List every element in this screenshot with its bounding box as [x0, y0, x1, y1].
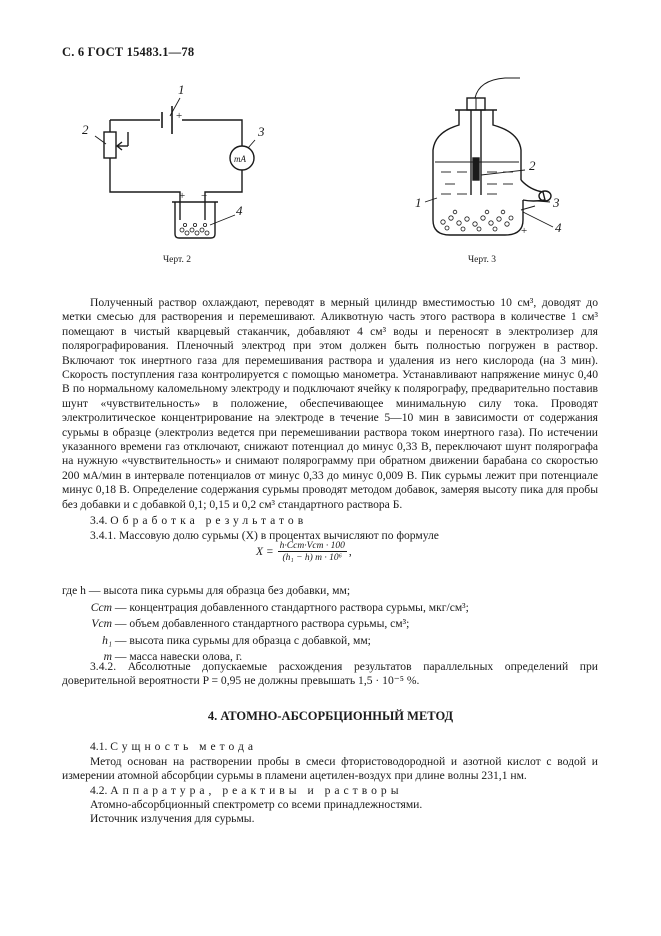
section-title: Обработка результатов — [110, 514, 308, 527]
definition-symbol: m — [103, 650, 112, 663]
section-4-2-list — [62, 798, 598, 827]
definition-text: — объем добавленного стандартного раствора сурьмы, см³; — [114, 617, 410, 630]
gas-inlet-tube — [475, 78, 520, 98]
section-3-4-1-text: 3.4.1. Массовую долю сурьмы (X) в процентах вычисляют по формуле — [90, 529, 439, 542]
section-3-4-heading — [62, 514, 598, 528]
variable-definitions — [62, 583, 469, 666]
section-number: 3.4. — [90, 514, 108, 527]
fig2-label-3: 3 — [258, 124, 265, 139]
definition-text: — концентрация добавленного стандартного раствора сурьмы, мкг/см³; — [114, 600, 469, 614]
electrode-plus-sign: + — [179, 190, 186, 202]
definition-row — [62, 616, 469, 633]
wire-top-right — [182, 120, 242, 146]
definition-symbol: Vст — [91, 617, 112, 630]
section-4-title: 4. АТОМНО-АБСОРБЦИОННЫЙ МЕТОД — [207, 709, 454, 723]
film-electrode — [473, 158, 479, 180]
fig2-label-4: 4 — [236, 203, 243, 218]
fig2-label-1: 1 — [178, 82, 185, 97]
definition-row — [62, 633, 469, 650]
leader-3 — [248, 140, 255, 148]
figure-2-circuit-diagram — [60, 80, 290, 250]
definition-symbol: где h — [62, 584, 86, 597]
flask-right-wall — [493, 110, 521, 180]
formula-table — [255, 541, 353, 563]
electrode-minus-sign: − — [201, 190, 208, 202]
fig2-label-2: 2 — [82, 122, 89, 137]
figure-3-caption: Черт. 3 — [468, 255, 496, 265]
definition-text: — высота пика сурьмы для образца без добавки, мм; — [88, 584, 351, 597]
vessel-beads — [180, 223, 209, 235]
fig3-label-4: 4 — [555, 220, 562, 235]
section-4-2-heading — [62, 784, 598, 798]
formula-numerator: h·Cст·Vст · 100 — [279, 541, 345, 551]
section-number: 4.2. — [90, 784, 108, 797]
paragraph-text: Полученный раствор охлаждают, переводят в мерный цилиндр вместимостью 10 см³, доводят до метки смесью для растворения и перемешивают. Аликвотную часть этого раствора в количестве 1 см³ помещают в чистый кварцевый стаканчик, добавляют 4 см³ воды и переносят в электролизер для полярографирования. Пленочный электрод при этом должен быть полностью погружен в раствор. Включают ток инертного газа для перемешивания раствора и удаления из него кислорода (на 3 мин). Скорость поступления газа контролируется с помощью манометра. Устанавливают напряжение минус 0,40 В по нормальному каломельному электроду и подключают ячейку к полярографу, предварительно поставив шунт «чувствительность» в положение, обеспечивающее минимальную силу тока. Проводят электролитическое концентрирование на электроде в течение 5—10 мин в зависимости от содержания сурьмы в образце (электролиз ведется при перемешивании раствора током инертного газа). По истечении указанного времени газ отключают, снижают потенциал до минус 0,33 В, переключают шунт полярографа на нужную «чувствительность» и снимают полярограмму при обратном движении барабана со скоростью 200 мА/мин в интервале потенциалов от минус 0,33 до минус 0,009 В. Пик сурьмы лежит при потенциале минус 0,18 В. Определение содержания сурьмы проводят методом добавок, замеряя высоту пика для пробы без добавки и с добавкой 0,1; 0,15 и 0,2 см³ стандартного раствора Б. — [62, 296, 598, 511]
formula — [255, 541, 353, 563]
wire-right-lower — [205, 170, 242, 202]
section-4-2-line-2: Источник излучения для сурьмы. — [90, 812, 255, 826]
section-3-4-2-text: 3.4.2. Абсолютные допускаемые расхождения результатов параллельных определений при доверительной вероятности P = 0,95 не должны превышать 1,5 · 10⁻⁵ %. — [62, 660, 598, 688]
formula-lhs: X = — [256, 546, 274, 558]
section-title: Аппаратура, реактивы и растворы — [110, 784, 403, 797]
section-4-1-text-block — [62, 755, 598, 784]
definition-text: — масса навески олова, г. — [114, 650, 243, 663]
section-title: Сущность метода — [110, 740, 258, 753]
section-4-1-heading — [62, 740, 598, 754]
section-4-1-text: Метод основан на растворении пробы в смеси фтористоводородной и азотной кислот с водой и измерении атомной абсорбции сурьмы в пламени ацетилен-воздух при длине волны 231,1 нм. — [62, 755, 598, 783]
leader-4 — [210, 215, 235, 225]
definition-row — [62, 583, 469, 600]
figure-3-electrolyzer-diagram — [395, 70, 595, 250]
leader-2 — [481, 170, 525, 175]
section-4-2-line-1: Атомно-абсорбционный спектрометр со всеми принадлежностями. — [90, 798, 423, 811]
figure-2-caption: Черт. 2 — [163, 255, 191, 265]
section-number: 4.1. — [90, 740, 108, 753]
rheostat-body — [104, 132, 116, 158]
fig3-label-2: 2 — [529, 158, 536, 173]
fig3-plus-sign: + — [521, 225, 528, 237]
leader-3 — [537, 201, 550, 202]
wire-left-lower — [110, 158, 180, 202]
fig3-label-3: 3 — [553, 195, 560, 210]
paragraph-procedure — [62, 296, 598, 512]
mercury-beads — [441, 210, 513, 231]
definition-symbol: h₁ — [102, 633, 112, 647]
leader-1 — [425, 198, 437, 202]
battery-plus-sign: + — [176, 110, 183, 122]
formula-tail: , — [348, 546, 352, 558]
section-3-4-2 — [62, 660, 598, 689]
page-header: С. 6 ГОСТ 15483.1—78 — [62, 45, 195, 59]
definition-row — [62, 600, 469, 617]
fig3-label-1: 1 — [415, 195, 422, 210]
leader-4 — [523, 212, 553, 227]
definition-text: — высота пика сурьмы для образца с добавкой, мм; — [114, 633, 371, 647]
milliammeter-label: mA — [234, 154, 246, 164]
side-arm — [521, 180, 545, 201]
formula-denominator: (h₁ − h) m · 10⁶ — [282, 553, 342, 563]
definition-symbol: Cст — [90, 600, 112, 614]
